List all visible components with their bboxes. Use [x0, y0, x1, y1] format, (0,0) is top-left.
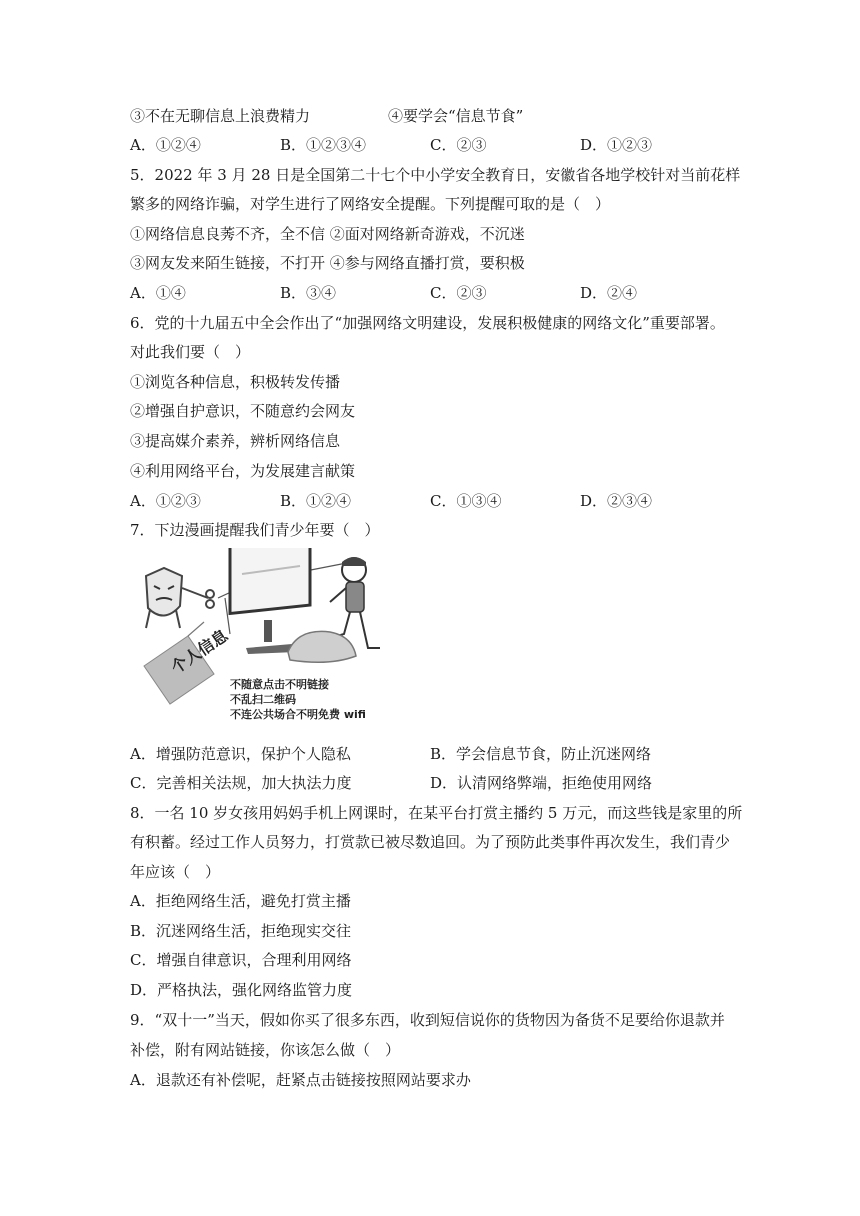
q5-option-b: B．③④ — [280, 284, 337, 302]
q5-option-a: A．①④ — [130, 284, 186, 302]
q8-stem-line1: 8．一名 10 岁女孩用妈妈手机上网课时，在某平台打赏主播约 5 万元，而这些钱是家里的所 — [130, 804, 743, 822]
q6-item-3: ③提高媒介素养，辨析网络信息 — [130, 432, 341, 450]
q8-stem-line2: 有积蓄。经过工作人员努力，打赏款已被尽数追回。为了预防此类事件再次发生，我们青少 — [130, 833, 731, 851]
cartoon-caption-3: 不连公共场合不明免费 wifi — [230, 708, 366, 721]
q4-option-d: D．①②③ — [580, 136, 653, 154]
q6-option-b: B．①②④ — [280, 492, 352, 510]
q5-items-line1: ①网络信息良莠不齐，全不信 ②面对网络新奇游戏，不沉迷 — [130, 225, 525, 243]
cartoon-caption-1: 不随意点击不明链接 — [230, 678, 329, 691]
q6-option-a: A．①②③ — [130, 492, 201, 510]
q6-item-1: ①浏览各种信息，积极转发传播 — [130, 373, 341, 391]
q7-stem: 7．下边漫画提醒我们青少年要（ ） — [130, 521, 380, 539]
q8-option-c: C．增强自律意识，合理利用网络 — [130, 951, 352, 969]
q8-option-d: D．严格执法，强化网络监管力度 — [130, 981, 353, 999]
q4-option-b: B．①②③④ — [280, 136, 367, 154]
q7-option-b: B．学会信息节食，防止沉迷网络 — [430, 745, 652, 763]
q6-stem-line1: 6．党的十九届五中全会作出了“加强网络文明建设，发展积极健康的网络文化”重要部署。 — [130, 314, 725, 332]
q8-option-b: B．沉迷网络生活，拒绝现实交往 — [130, 922, 352, 940]
q4-item-3: ③不在无聊信息上浪费精力 — [130, 107, 311, 125]
scissors-icon — [182, 588, 214, 608]
shield-character — [146, 568, 182, 628]
q5-stem-line2: 繁多的网络诈骗，对学生进行了网络安全提醒。下列提醒可取的是（ ） — [130, 195, 611, 213]
personal-info-tag-text: 个人信息 — [167, 625, 232, 678]
q6-option-c: C．①③④ — [430, 492, 502, 510]
cartoon-illustration — [130, 548, 400, 728]
q7-option-d: D．认清网络弊端，拒绝使用网络 — [430, 774, 653, 792]
q7-option-a: A．增强防范意识，保护个人隐私 — [130, 745, 351, 763]
q5-option-c: C．②③ — [430, 284, 487, 302]
q6-option-d: D．②③④ — [580, 492, 653, 510]
q9-stem-line2: 补偿，附有网站链接，你该怎么做（ ） — [130, 1041, 401, 1059]
q6-item-2: ②增强自护意识，不随意约会网友 — [130, 402, 356, 420]
cartoon-caption-2: 不乱扫二维码 — [230, 693, 296, 706]
q8-option-a: A．拒绝网络生活，避免打赏主播 — [130, 892, 351, 910]
q6-item-4: ④利用网络平台，为发展建言献策 — [130, 462, 356, 480]
q5-stem-line1: 5．2022 年 3 月 28 日是全国第二十七个中小学安全教育日，安徽省各地学校针对当前花样 — [130, 166, 741, 184]
q5-option-d: D．②④ — [580, 284, 638, 302]
q4-option-a: A．①②④ — [130, 136, 201, 154]
personal-info-tag — [144, 622, 232, 704]
q9-stem-line1: 9．“双十一”当天，假如你买了很多东西，收到短信说你的货物因为备货不足要给你退款并 — [130, 1011, 725, 1029]
q4-item-4: ④要学会“信息节食” — [388, 107, 524, 125]
q4-option-c: C．②③ — [430, 136, 487, 154]
q7-option-c: C．完善相关法规，加大执法力度 — [130, 774, 352, 792]
q9-option-a: A．退款还有补偿呢，赶紧点击链接按照网站要求办 — [130, 1071, 471, 1089]
q6-stem-line2: 对此我们要（ ） — [130, 343, 251, 361]
q8-stem-line3: 年应该（ ） — [130, 863, 221, 881]
q5-items-line2: ③网友发来陌生链接，不打开 ④参与网络直播打赏，要积极 — [130, 254, 525, 272]
